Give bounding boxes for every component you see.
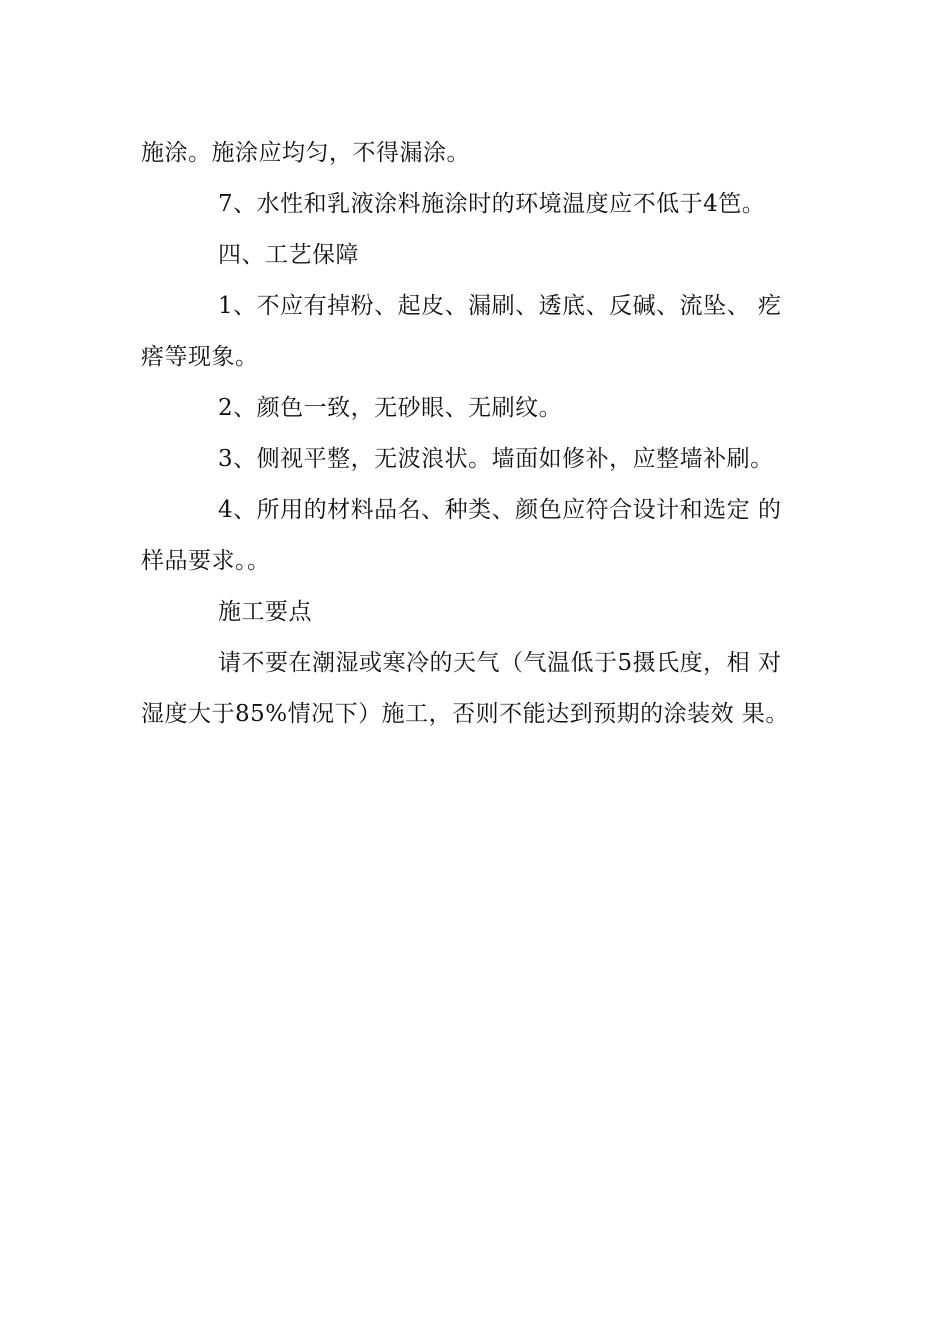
section-heading-4 (141, 230, 817, 281)
paragraph-continuation (141, 128, 817, 179)
section-heading: 四、工艺保障 (218, 242, 359, 268)
paragraph-item-4 (141, 485, 817, 587)
text-line: 3、侧视平整，无波浪状。墙面如修补，应整墙补刷。 (218, 446, 774, 472)
text-line: 7、水性和乳液涂料施涂时的环境温度应不低于4笆。 (218, 191, 766, 217)
paragraph-weather-note (141, 638, 817, 740)
text-line: 2、颜色一致，无砂眼、无刷纹。 (218, 395, 563, 421)
text-line: 请不要在潮湿或寒冷的天气（气温低于5摄氏度，相 对 (218, 650, 782, 676)
text-line: 施涂。施涂应均匀，不得漏涂。 (141, 140, 470, 166)
document-page (141, 128, 817, 740)
text-line: 瘩等现象。 (141, 344, 259, 370)
paragraph-item-3 (141, 434, 817, 485)
paragraph-item-1 (141, 281, 817, 383)
text-line: 1、不应有掉粉、起皮、漏刷、透底、反碱、流坠、 疙 (218, 293, 782, 319)
section-heading-key-points (141, 587, 817, 638)
text-line: 样品要求。。 (141, 548, 271, 574)
text-line: 4、所用的材料品名、种类、颜色应符合设计和选定 的 (218, 497, 782, 523)
section-heading: 施工要点 (218, 599, 312, 625)
text-line: 湿度大于85%情况下）施工，否则不能达到预期的涂装效 果。 (141, 701, 789, 727)
paragraph-item-7 (141, 179, 817, 230)
paragraph-item-2 (141, 383, 817, 434)
